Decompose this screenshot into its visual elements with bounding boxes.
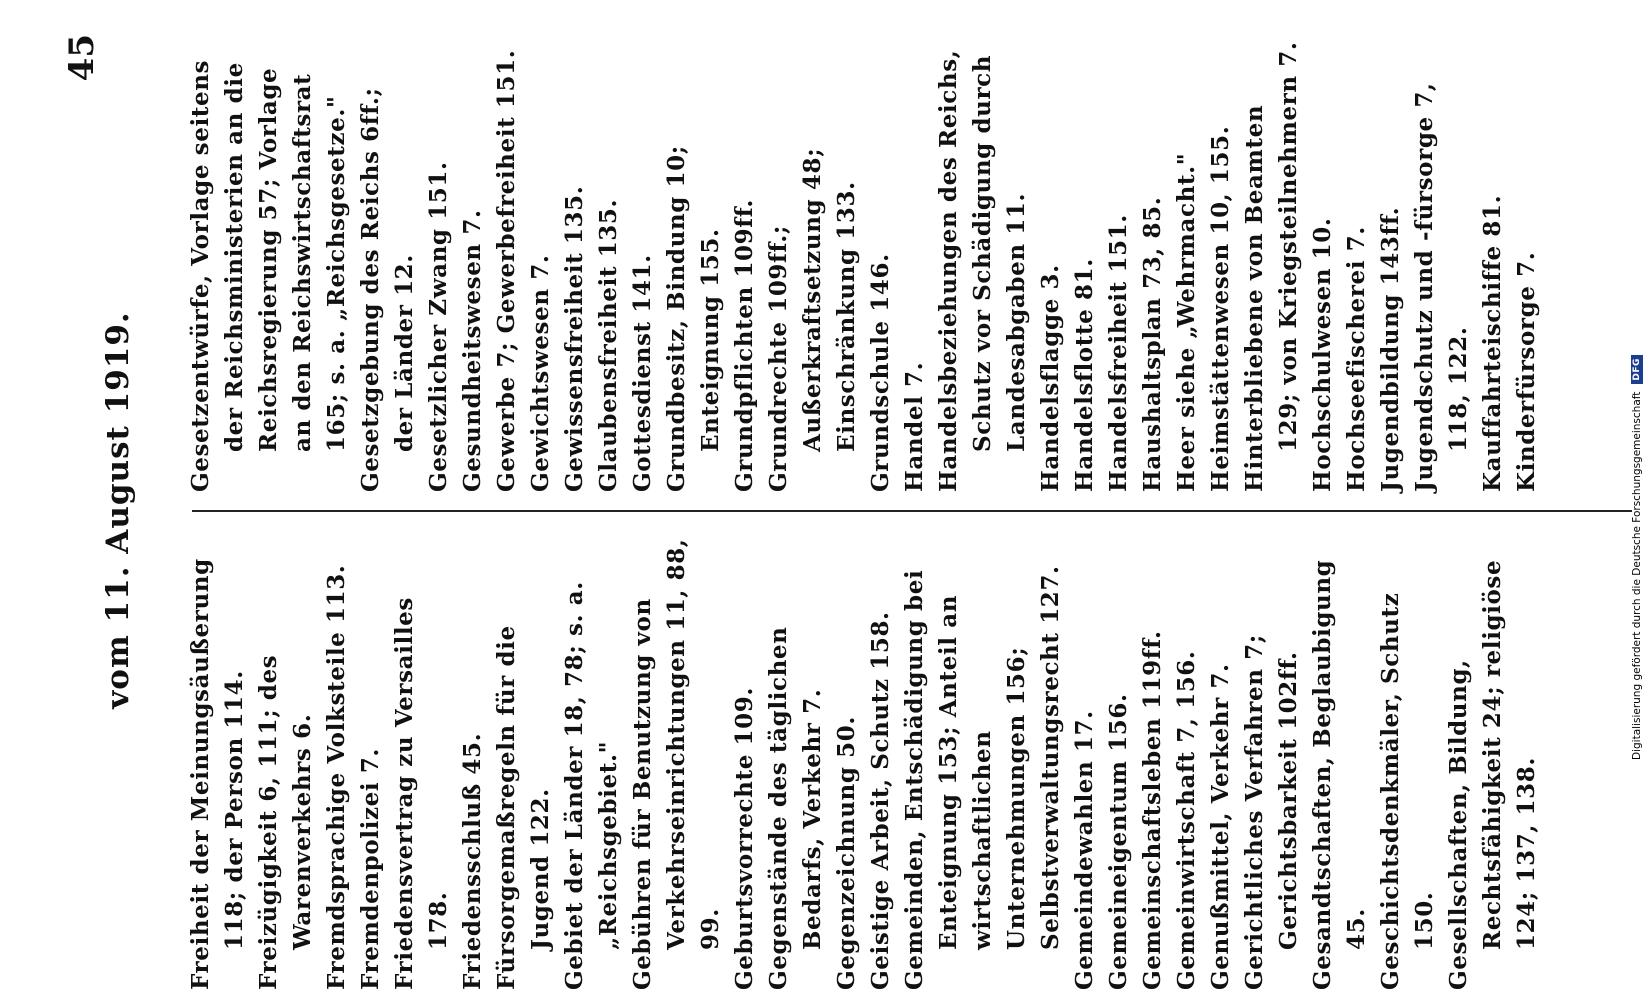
- register-page: [62, 30, 1642, 990]
- index-entry: Genußmittel, Verkehr 7.: [1207, 663, 1234, 990]
- index-entry: Geistige Arbeit, Schutz 158.: [867, 611, 894, 990]
- index-entry: Fremdsprachige Volksteile 113.: [323, 564, 350, 990]
- index-entry: Friedensvertrag zu Versailles 178.: [391, 597, 452, 990]
- index-entry: Kinderfürsorge 7.: [1513, 251, 1540, 492]
- index-entry: Gottesdienst 141.: [629, 254, 656, 492]
- index-entry: Jugendbildung 143ff.: [1377, 206, 1404, 492]
- digitization-stamp: [1618, 0, 1648, 1000]
- index-entry: Gesetzlicher Zwang 151.: [425, 161, 452, 492]
- index-entry: Handel 7.: [901, 361, 928, 492]
- index-entry: Handelsfreiheit 151.: [1105, 214, 1132, 492]
- index-entry: Gewichtswesen 7.: [527, 254, 554, 492]
- index-entry: Kauffahrteischiffe 81.: [1479, 194, 1506, 492]
- index-entry: Freiheit der Meinungsäußerung 118; der Person 114.: [187, 558, 248, 990]
- index-entry: Gewerbe 7; Gewerbefreiheit 151.: [493, 49, 520, 492]
- index-column-left: [184, 538, 1544, 990]
- page-title: vom 11. August 1919.: [100, 311, 136, 709]
- index-entry: Gemeineigentum 156.: [1105, 693, 1132, 990]
- index-entry: Friedensschluß 45.: [459, 732, 486, 990]
- index-entry: Glaubensfreiheit 135.: [595, 198, 622, 492]
- index-entry: Handelsbeziehungen des Reichs, Schutz vor Schädigung durch Landesabgaben 11.: [935, 49, 1030, 492]
- index-entry: Gebühren für Benutzung von Verkehrseinrichtungen 11, 88, 99.: [629, 538, 724, 990]
- index-entry: Fürsorgemaßregeln für die Jugend 122.: [493, 625, 554, 990]
- column-divider: [192, 510, 1632, 512]
- index-entry: Gesetzentwürfe, Vorlage seitens der Reichsministerien an die Reichsregierung 57; Vorlage an den Reichswirtschaftsrat 165; s. a. „Reichsgesetze.": [187, 59, 350, 492]
- index-entry: Handelsflagge 3.: [1037, 264, 1064, 492]
- index-entry: Gemeindewahlen 17.: [1071, 710, 1098, 990]
- index-entry: Jugendschutz und -fürsorge 7, 118, 122.: [1411, 82, 1472, 492]
- index-entry: Hinterbliebene von Beamten 129; von Kriegsteilnehmern 7.: [1241, 41, 1302, 492]
- index-entry: Gesandtschaften, Beglaubigung 45.: [1309, 559, 1370, 990]
- index-entry: Grundbesitz, Bindung 10; Enteignung 155.: [663, 145, 724, 492]
- index-entry: Handelsflotte 81.: [1071, 258, 1098, 492]
- index-entry: Gemeinwirtschaft 7, 156.: [1173, 650, 1200, 990]
- index-entry: Gemeinschaftsleben 119ff.: [1139, 630, 1166, 990]
- index-entry: Hochseefischerei 7.: [1343, 226, 1370, 492]
- index-entry: Gemeinden, Entschädigung bei Enteignung 153; Anteil an wirtschaftlichen Unternehmungen 156; Selbstverwaltungsrecht 127.: [901, 565, 1064, 990]
- index-entry: Gegenstände des täglichen Bedarfs, Verkehr 7.: [765, 626, 826, 990]
- index-entry: Hochschulwesen 10.: [1309, 217, 1336, 492]
- index-column-right: [184, 40, 1544, 492]
- index-entry: Gewissensfreiheit 135.: [561, 185, 588, 492]
- index-entry: Gesetzgebung des Reichs 6ff.; der Länder 12.: [357, 87, 418, 492]
- index-entry: Haushaltsplan 73, 85.: [1139, 196, 1166, 492]
- index-entry: Gegenzeichnung 50.: [833, 716, 860, 990]
- index-entry: Grundschule 146.: [867, 253, 894, 492]
- dfg-logo: DFG: [1631, 355, 1643, 384]
- index-entry: Gesellschaften, Bildung, Rechtsfähigkeit 24; religiöse 124; 137, 138.: [1445, 559, 1540, 990]
- index-entry: Grundpflichten 109ff.: [731, 198, 758, 492]
- index-entry: Gesundheitswesen 7.: [459, 209, 486, 492]
- index-entry: Heer siehe „Wehrmacht.": [1173, 152, 1200, 492]
- index-entry: Fremdenpolizei 7.: [357, 748, 384, 990]
- running-head: [62, 30, 172, 990]
- page-number: 45: [62, 34, 102, 82]
- index-entry: Freizügigkeit 6, 111; des Warenverkehrs 6.: [255, 654, 316, 990]
- index-entry: Grundrechte 109ff.; Außerkraftsetzung 48; Einschränkung 133.: [765, 147, 860, 492]
- index-entry: Gerichtliches Verfahren 7; Gerichtsbarkeit 102ff.: [1241, 634, 1302, 990]
- index-entry: Heimstättenwesen 10, 155.: [1207, 125, 1234, 492]
- index-entry: Gebiet der Länder 18, 78; s. a. „Reichsgebiet.": [561, 581, 622, 990]
- funding-notice: Digitalisierung gefördert durch die Deutsche Forschungsgemeinschaft: [1631, 391, 1643, 760]
- index-entry: Geburtsvorrechte 109.: [731, 687, 758, 990]
- index-entry: Geschichtsdenkmäler, Schutz 150.: [1377, 592, 1438, 990]
